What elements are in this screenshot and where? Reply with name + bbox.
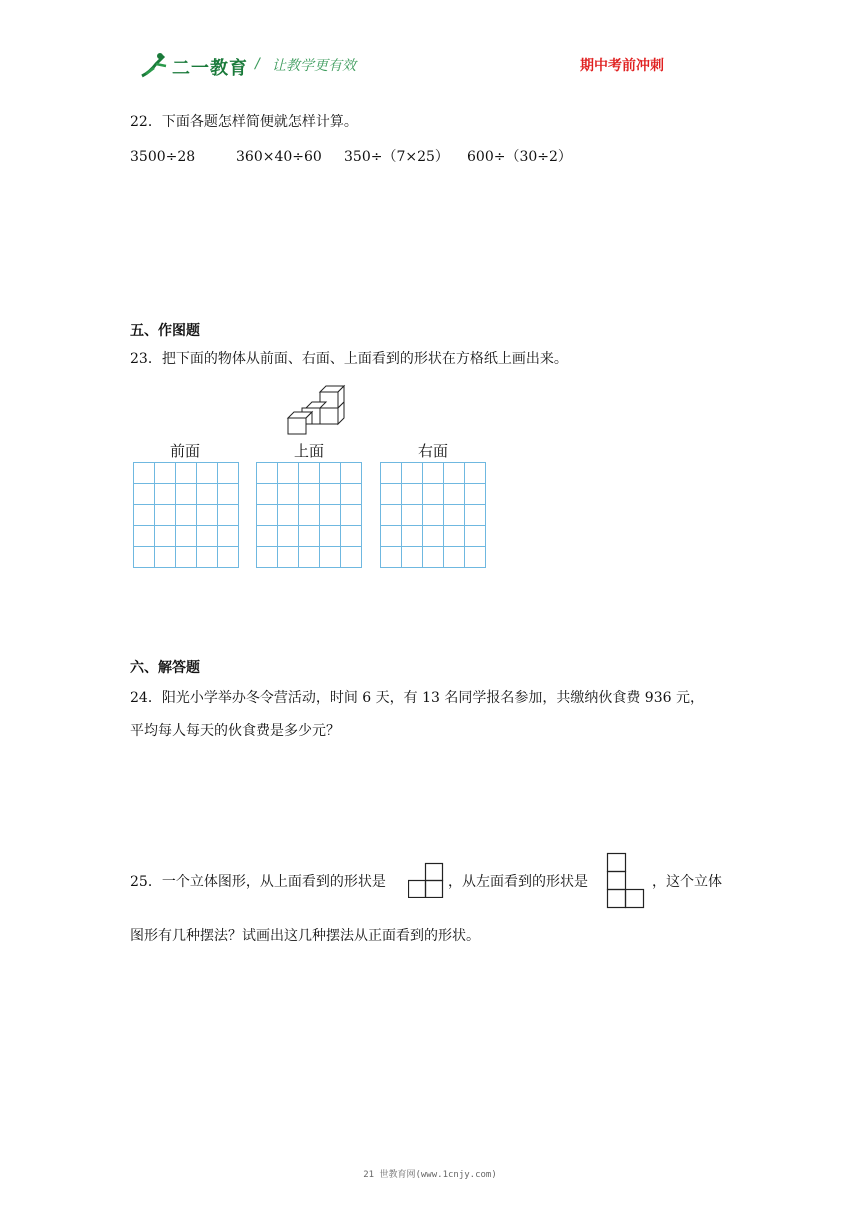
grid-right[interactable] bbox=[380, 462, 487, 569]
header-exam-title: 期中考前冲刺 bbox=[580, 58, 664, 74]
question-23-title: 23．把下面的物体从前面、右面、上面看到的形状在方格纸上画出来。 bbox=[130, 351, 568, 367]
q22-item-2: 360×40÷60 bbox=[236, 149, 322, 165]
question-25-part1: 25．一个立体图形，从上面看到的形状是 bbox=[130, 874, 386, 890]
question-25-line2: 图形有几种摆法？试画出这几种摆法从正面看到的形状。 bbox=[130, 928, 480, 944]
logo-runner-icon bbox=[136, 50, 176, 80]
question-25-part2: ，从左面看到的形状是 bbox=[448, 874, 588, 890]
cube-stack-figure bbox=[284, 382, 350, 438]
q22-item-4: 600÷（30÷2） bbox=[467, 149, 572, 165]
header-slogan: 让教学更有效 bbox=[272, 58, 356, 74]
header-slash: / bbox=[255, 56, 260, 72]
grid-front[interactable] bbox=[133, 462, 240, 569]
left-view-shape-icon bbox=[606, 852, 646, 909]
page-footer: 21 世教育网(www.1cnjy.com) bbox=[363, 1170, 497, 1180]
logo-text: 二一教育 bbox=[172, 58, 248, 79]
section-5-title: 五、作图题 bbox=[130, 323, 200, 339]
grid-top[interactable] bbox=[256, 462, 363, 569]
question-22-title: 22．下面各题怎样简便就怎样计算。 bbox=[130, 114, 358, 130]
question-25-part3: ，这个立体 bbox=[652, 874, 722, 890]
question-24-line2: 平均每人每天的伙食费是多少元？ bbox=[130, 723, 340, 739]
top-view-shape-icon bbox=[408, 862, 444, 898]
label-right: 右面 bbox=[418, 442, 449, 460]
q22-item-3: 350÷（7×25） bbox=[344, 149, 449, 165]
section-6-title: 六、解答题 bbox=[130, 660, 200, 676]
label-front: 前面 bbox=[170, 442, 201, 460]
question-24-line1: 24．阳光小学举办冬令营活动，时间 6 天，有 13 名同学报名参加，共缴纳伙食费 936 元， bbox=[130, 690, 704, 706]
label-top: 上面 bbox=[294, 442, 325, 460]
q22-item-1: 3500÷28 bbox=[130, 149, 196, 165]
